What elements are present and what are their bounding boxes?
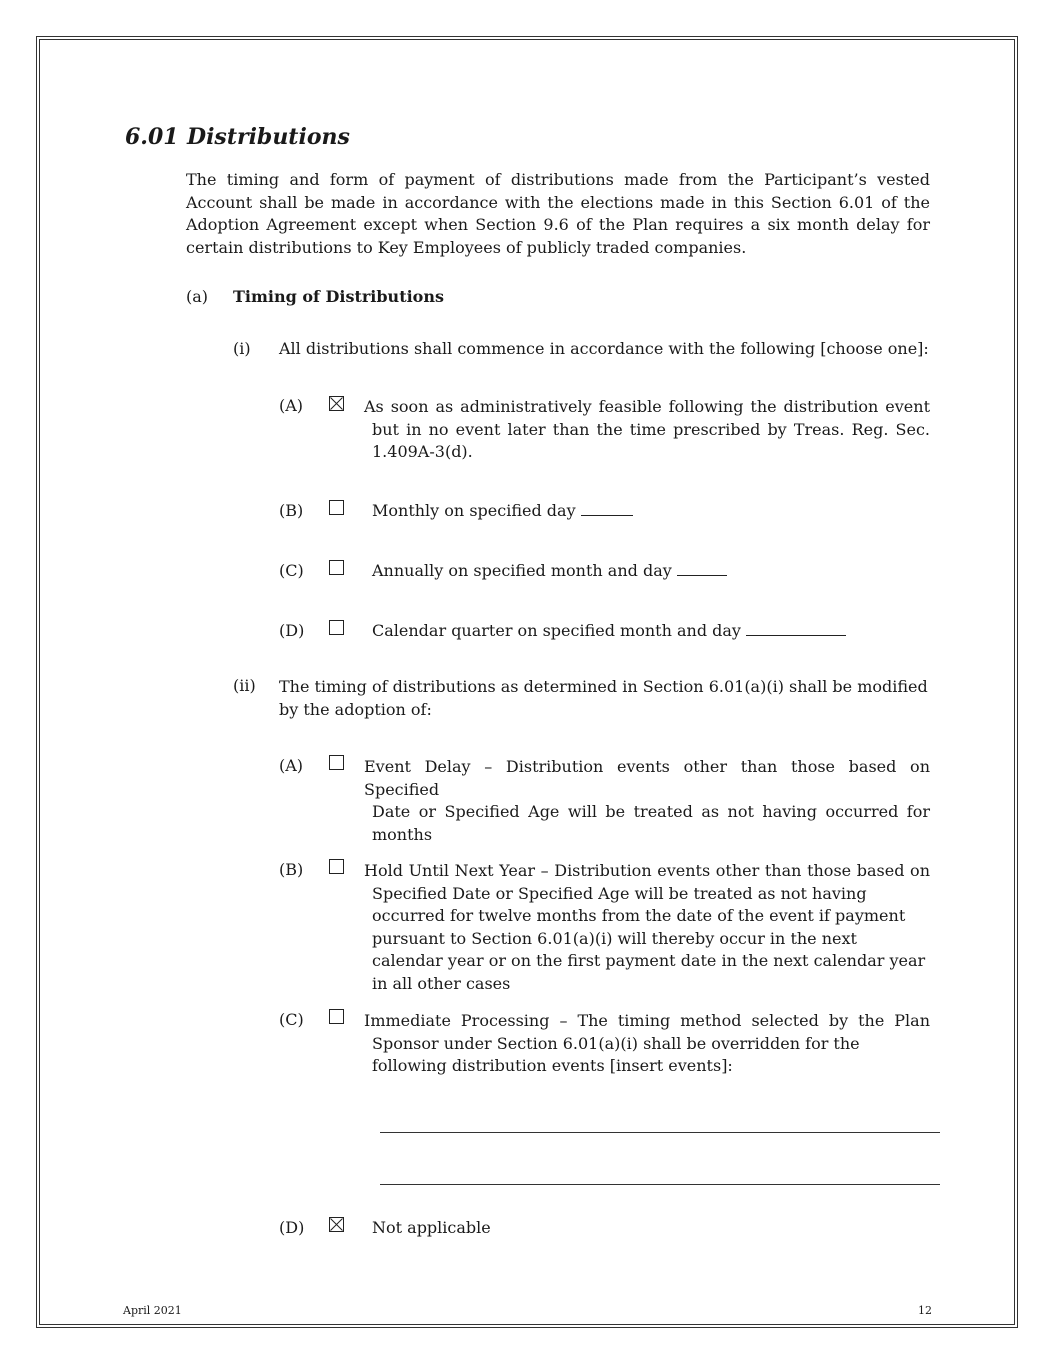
option-i-c-label: (C) xyxy=(279,561,304,580)
subsection-a-label: (a) xyxy=(186,287,209,306)
events-input-line-2[interactable] xyxy=(380,1184,940,1185)
option-i-b-checkbox[interactable] xyxy=(329,500,344,515)
option-ii-b-text xyxy=(364,860,930,995)
option-i-d-blank[interactable] xyxy=(746,621,846,636)
option-ii-c-label: (C) xyxy=(279,1010,304,1029)
events-input-line-1[interactable] xyxy=(380,1132,940,1133)
option-i-a-label: (A) xyxy=(279,396,304,415)
option-ii-a-label: (A) xyxy=(279,756,304,775)
option-ii-c-rest: Sponsor under Section 6.01(a)(i) shall be overridden for the following distribution events [insert events]: xyxy=(372,1033,860,1075)
item-ii-text: The timing of distributions as determined in Section 6.01(a)(i) shall be modified by the adoption of: xyxy=(279,677,928,719)
option-ii-d-label: (D) xyxy=(279,1218,305,1237)
option-ii-c-checkbox[interactable] xyxy=(329,1009,344,1024)
option-i-d-row xyxy=(372,621,846,640)
option-i-c-row xyxy=(372,561,727,580)
section-number: 6.01 xyxy=(125,124,179,150)
section-intro: The timing and form of payment of distributions made from the Participant’s vested Account shall be made in accordance with the elections made in this Section 6.01 of the Adoption Agreement except when Section 9.6 of the Plan requires a six month delay for certain distributions to Key Employees of publicly traded companies. xyxy=(186,170,930,257)
option-ii-d-text: Not applicable xyxy=(372,1218,491,1237)
option-ii-a-rest: Date or Specified Age will be treated as not having occurred for months xyxy=(372,802,930,844)
option-i-a-checkbox[interactable] xyxy=(329,396,344,411)
option-i-c-blank[interactable] xyxy=(677,561,727,576)
footer-page-number: 12 xyxy=(918,1304,932,1317)
item-i-text: All distributions shall commence in accordance with the following [choose one]: xyxy=(279,339,929,358)
option-i-c-checkbox[interactable] xyxy=(329,560,344,575)
option-ii-b-label: (B) xyxy=(279,860,304,879)
option-i-b-row xyxy=(372,501,633,520)
option-i-a-text xyxy=(364,396,930,464)
option-i-d-checkbox[interactable] xyxy=(329,620,344,635)
option-ii-a-line1: Event Delay – Distribution events other than those based on Specified xyxy=(364,757,930,799)
option-i-b-label: (B) xyxy=(279,501,304,520)
item-ii-label: (ii) xyxy=(233,676,256,695)
option-ii-c-text xyxy=(364,1010,930,1078)
option-i-d-text: Calendar quarter on specified month and day xyxy=(372,621,741,640)
option-i-a-line1: As soon as administratively feasible following the distribution event xyxy=(364,397,930,416)
option-ii-a-checkbox[interactable] xyxy=(329,755,344,770)
option-i-c-text: Annually on specified month and day xyxy=(372,561,672,580)
item-i-label: (i) xyxy=(233,339,251,358)
subsection-a-title: Timing of Distributions xyxy=(233,287,444,306)
option-ii-d-checkbox[interactable] xyxy=(329,1217,344,1232)
option-i-b-text: Monthly on specified day xyxy=(372,501,576,520)
section-heading xyxy=(125,124,350,150)
option-ii-b-rest: Specified Date or Specified Age will be treated as not having occurred for twelve months from the date of the event if payment pursuant to Section 6.01(a)(i) will thereby occur in the next calendar year or on the first payment date in the next calendar year in all other cases xyxy=(372,883,926,993)
option-i-d-label: (D) xyxy=(279,621,305,640)
section-title: Distributions xyxy=(187,124,350,150)
option-ii-c-line1: Immediate Processing – The timing method selected by the Plan xyxy=(364,1011,930,1030)
option-ii-a-text xyxy=(364,756,930,846)
option-ii-b-checkbox[interactable] xyxy=(329,859,344,874)
option-i-a-rest: but in no event later than the time prescribed by Treas. Reg. Sec. 1.409A-3(d). xyxy=(372,419,930,461)
footer-date: April 2021 xyxy=(123,1304,182,1317)
option-ii-b-line1: Hold Until Next Year – Distribution events other than those based on xyxy=(364,861,930,880)
option-i-b-blank[interactable] xyxy=(581,501,633,516)
